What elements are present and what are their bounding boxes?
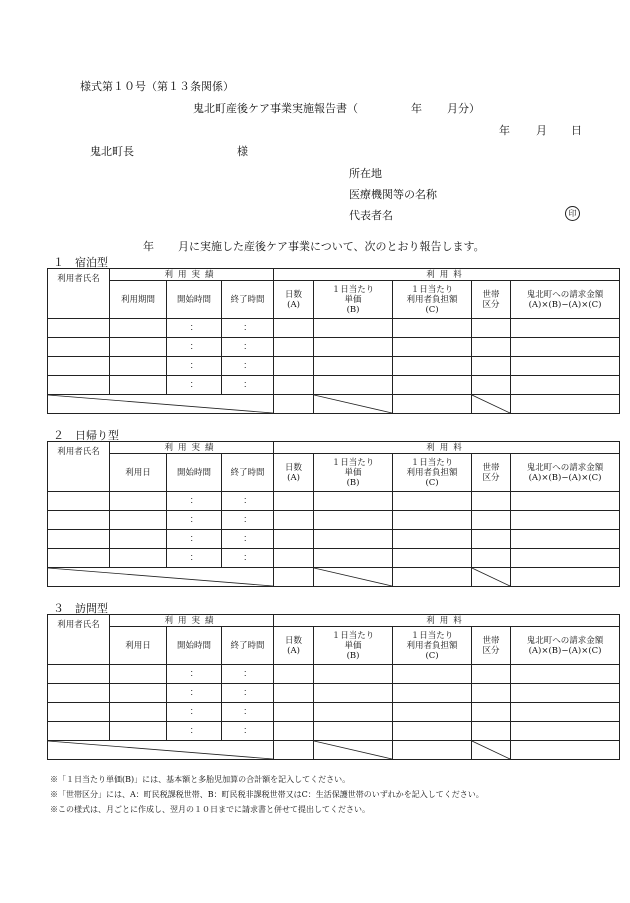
header-days [274,627,314,665]
address-label: 所在地 [349,167,382,180]
cell-claim[interactable] [511,665,620,684]
header-claim [511,627,620,665]
header-claim [511,454,620,492]
cell-household[interactable] [472,511,511,530]
cell-unit-price[interactable] [314,319,393,338]
total-unit-price-blank [314,395,393,414]
cell-burden[interactable] [393,665,472,684]
header-household-l2: 区分 [482,645,500,656]
cell-start-time[interactable]: ： [167,530,222,549]
header-days-sub: (A) [287,472,300,483]
cell-end-time[interactable]: ： [222,338,274,357]
cell-start-time[interactable]: ： [167,357,222,376]
cell-household[interactable] [472,549,511,568]
header-burden [393,281,472,319]
total-burden[interactable] [393,568,472,587]
cell-days[interactable] [274,549,314,568]
header-unit-price-sub: (B) [346,304,360,315]
cell-period[interactable] [110,549,167,568]
header-burden [393,454,472,492]
cell-user-name[interactable] [48,338,110,357]
cell-claim[interactable] [511,703,620,722]
cell-user-name[interactable] [48,319,110,338]
header-usage-group: 利用実績 [110,269,274,281]
header-end-time: 終了時間 [222,281,274,319]
cell-burden[interactable] [393,338,472,357]
header-household [472,281,511,319]
total-row [48,741,620,760]
header-claim-l1: 鬼北町への請求金額 [526,289,604,300]
total-claim[interactable] [511,568,620,587]
cell-unit-price[interactable] [314,492,393,511]
header-start-time: 開始時間 [167,627,222,665]
header-household-l2: 区分 [482,472,500,483]
intro-text: 月に実施した産後ケア事業について、次のとおり報告します。 [178,240,485,253]
cell-user-name[interactable] [48,376,110,395]
table-row [48,530,620,549]
total-days[interactable] [274,741,314,760]
cell-days[interactable] [274,338,314,357]
header-start-time: 開始時間 [167,281,222,319]
cell-days[interactable] [274,722,314,741]
cell-claim[interactable] [511,530,620,549]
cell-end-time[interactable]: ： [222,722,274,741]
cell-end-time[interactable]: ： [222,357,274,376]
header-user-name: 利用者氏名 [48,615,110,665]
cell-end-time[interactable]: ： [222,319,274,338]
cell-burden[interactable] [393,684,472,703]
header-days-sub: (A) [287,645,300,656]
cell-period[interactable] [110,703,167,722]
cell-unit-price[interactable] [314,722,393,741]
header-unit-price [314,454,393,492]
cell-user-name[interactable] [48,357,110,376]
total-row [48,395,620,414]
header-claim [511,281,620,319]
cell-end-time[interactable]: ： [222,492,274,511]
cell-household[interactable] [472,665,511,684]
addressee-honorific: 様 [237,145,248,158]
table-row [48,684,620,703]
representative-label: 代表者名 [349,209,393,222]
cell-user-name[interactable] [48,665,110,684]
cell-days[interactable] [274,357,314,376]
cell-period[interactable] [110,684,167,703]
header-burden-sub: (C) [425,650,439,661]
total-household-blank [472,395,511,414]
cell-unit-price[interactable] [314,684,393,703]
total-burden[interactable] [393,395,472,414]
total-days[interactable] [274,568,314,587]
report-title: 鬼北町産後ケア事業実施報告書（ [193,102,358,115]
cell-start-time[interactable]: ： [167,511,222,530]
header-unit-price-l1: １日当たり [331,284,375,295]
section-title-daytrip: ２ 日帰り型 [53,429,119,442]
cell-unit-price[interactable] [314,549,393,568]
cell-start-time[interactable]: ： [167,549,222,568]
cell-end-time[interactable]: ： [222,684,274,703]
table-visit [47,614,620,760]
cell-end-time[interactable]: ： [222,549,274,568]
cell-end-time[interactable]: ： [222,511,274,530]
cell-household[interactable] [472,357,511,376]
cell-days[interactable] [274,665,314,684]
cell-unit-price[interactable] [314,338,393,357]
header-start-time: 開始時間 [167,454,222,492]
cell-days[interactable] [274,703,314,722]
header-burden-l2: 利用者負担額 [406,467,458,478]
header-unit-price-l2: 単価 [344,294,362,305]
cell-claim[interactable] [511,357,620,376]
date-year: 年 [499,124,510,137]
cell-days[interactable] [274,684,314,703]
cell-user-name[interactable] [48,530,110,549]
header-burden [393,627,472,665]
cell-days[interactable] [274,530,314,549]
total-days[interactable] [274,395,314,414]
header-household [472,454,511,492]
cell-period[interactable] [110,319,167,338]
header-days-sub: (A) [287,299,300,310]
table-row [48,703,620,722]
note-submission: ※この様式は、月ごとに作成し、翌月の１０日までに請求書と併せて提出してください。 [50,805,370,814]
cell-claim[interactable] [511,376,620,395]
header-claim-l2: (A)×(B)−(A)×(C) [528,299,602,310]
header-claim-l2: (A)×(B)−(A)×(C) [528,472,602,483]
cell-claim[interactable] [511,549,620,568]
table-row [48,319,620,338]
header-burden-l1: １日当たり [410,630,454,641]
table-row [48,549,620,568]
total-household-blank [472,741,511,760]
cell-unit-price[interactable] [314,357,393,376]
cell-claim[interactable] [511,492,620,511]
cell-household[interactable] [472,338,511,357]
total-row-blank [48,741,274,760]
cell-claim[interactable] [511,338,620,357]
table-overnight [47,268,620,414]
cell-start-time[interactable]: ： [167,338,222,357]
header-burden-sub: (C) [425,477,439,488]
header-claim-l1: 鬼北町への請求金額 [526,462,604,473]
cell-period[interactable] [110,492,167,511]
table-row [48,338,620,357]
title-month: 月分） [447,102,480,115]
cell-unit-price[interactable] [314,703,393,722]
seal-mark: 印 [565,206,580,221]
cell-user-name[interactable] [48,492,110,511]
cell-household[interactable] [472,530,511,549]
header-unit-price [314,281,393,319]
addressee-name: 鬼北町長 [90,145,134,158]
cell-period[interactable] [110,665,167,684]
header-period: 利用日 [110,454,167,492]
cell-start-time[interactable]: ： [167,319,222,338]
table-row [48,511,620,530]
header-claim-l2: (A)×(B)−(A)×(C) [528,645,602,656]
cell-household[interactable] [472,684,511,703]
header-days-label: 日数 [285,462,303,473]
header-household-l1: 世帯 [482,635,500,646]
table-row [48,492,620,511]
cell-period[interactable] [110,376,167,395]
total-row [48,568,620,587]
cell-start-time[interactable]: ： [167,722,222,741]
total-row-blank [48,568,274,587]
cell-burden[interactable] [393,319,472,338]
header-unit-price-sub: (B) [346,650,360,661]
total-household-blank [472,568,511,587]
cell-household[interactable] [472,492,511,511]
cell-start-time[interactable]: ： [167,684,222,703]
cell-period[interactable] [110,511,167,530]
total-claim[interactable] [511,741,620,760]
header-burden-sub: (C) [425,304,439,315]
cell-user-name[interactable] [48,703,110,722]
header-unit-price-l2: 単価 [344,467,362,478]
title-year: 年 [411,102,422,115]
cell-claim[interactable] [511,722,620,741]
cell-user-name[interactable] [48,722,110,741]
intro-year: 年 [143,240,154,253]
section-title-visit: ３ 訪問型 [53,602,108,615]
cell-burden[interactable] [393,549,472,568]
header-unit-price-l1: １日当たり [331,630,375,641]
cell-burden[interactable] [393,357,472,376]
cell-unit-price[interactable] [314,511,393,530]
cell-end-time[interactable]: ： [222,703,274,722]
cell-days[interactable] [274,376,314,395]
table-row [48,376,620,395]
cell-end-time[interactable]: ： [222,376,274,395]
cell-end-time[interactable]: ： [222,665,274,684]
total-claim[interactable] [511,395,620,414]
cell-household[interactable] [472,376,511,395]
header-household-l1: 世帯 [482,289,500,300]
table-daytrip [47,441,620,587]
date-day: 日 [571,124,582,137]
total-unit-price-blank [314,568,393,587]
cell-unit-price[interactable] [314,530,393,549]
cell-unit-price[interactable] [314,376,393,395]
header-user-name: 利用者氏名 [48,269,110,319]
cell-household[interactable] [472,319,511,338]
cell-claim[interactable] [511,319,620,338]
header-period: 利用日 [110,627,167,665]
table-row [48,722,620,741]
cell-burden[interactable] [393,511,472,530]
header-burden-l1: １日当たり [410,457,454,468]
header-unit-price-l2: 単価 [344,640,362,651]
header-days-label: 日数 [285,635,303,646]
cell-user-name[interactable] [48,684,110,703]
header-unit-price [314,627,393,665]
facility-name-label: 医療機関等の名称 [349,188,437,201]
cell-days[interactable] [274,319,314,338]
cell-period[interactable] [110,357,167,376]
date-month: 月 [536,124,547,137]
header-claim-l1: 鬼北町への請求金額 [526,635,604,646]
header-burden-l2: 利用者負担額 [406,640,458,651]
header-fee-group: 利用料 [274,615,620,627]
cell-burden[interactable] [393,722,472,741]
table-row [48,357,620,376]
section-title-overnight: １ 宿泊型 [53,256,108,269]
cell-burden[interactable] [393,530,472,549]
header-unit-price-l1: １日当たり [331,457,375,468]
header-usage-group: 利用実績 [110,442,274,454]
header-fee-group: 利用料 [274,269,620,281]
header-user-name: 利用者氏名 [48,442,110,492]
total-row-blank [48,395,274,414]
cell-household[interactable] [472,722,511,741]
header-end-time: 終了時間 [222,454,274,492]
cell-start-time[interactable]: ： [167,703,222,722]
cell-burden[interactable] [393,376,472,395]
cell-user-name[interactable] [48,549,110,568]
header-days-label: 日数 [285,289,303,300]
header-burden-l1: １日当たり [410,284,454,295]
table-row [48,665,620,684]
cell-claim[interactable] [511,684,620,703]
header-unit-price-sub: (B) [346,477,360,488]
total-burden[interactable] [393,741,472,760]
cell-days[interactable] [274,511,314,530]
form-number: 様式第１０号（第１３条関係） [80,80,234,93]
header-household-l2: 区分 [482,299,500,310]
note-household: ※「世帯区分」には、A：町民税課税世帯、B：町民税非課税世帯又はC：生活保護世帯のいずれかを記入してください。 [50,790,484,799]
note-unit-price: ※「１日当たり単価(B)」には、基本額と多胎児加算の合計額を記入してください。 [50,775,351,784]
cell-household[interactable] [472,703,511,722]
cell-start-time[interactable]: ： [167,376,222,395]
total-unit-price-blank [314,741,393,760]
cell-days[interactable] [274,492,314,511]
header-days [274,281,314,319]
cell-end-time[interactable]: ： [222,530,274,549]
cell-period[interactable] [110,338,167,357]
header-fee-group: 利用料 [274,442,620,454]
header-period: 利用期間 [110,281,167,319]
header-usage-group: 利用実績 [110,615,274,627]
header-household-l1: 世帯 [482,462,500,473]
cell-period[interactable] [110,722,167,741]
cell-start-time[interactable]: ： [167,665,222,684]
cell-burden[interactable] [393,492,472,511]
header-burden-l2: 利用者負担額 [406,294,458,305]
cell-unit-price[interactable] [314,665,393,684]
header-end-time: 終了時間 [222,627,274,665]
cell-period[interactable] [110,530,167,549]
header-days [274,454,314,492]
cell-start-time[interactable]: ： [167,492,222,511]
cell-user-name[interactable] [48,511,110,530]
header-household [472,627,511,665]
cell-claim[interactable] [511,511,620,530]
cell-burden[interactable] [393,703,472,722]
